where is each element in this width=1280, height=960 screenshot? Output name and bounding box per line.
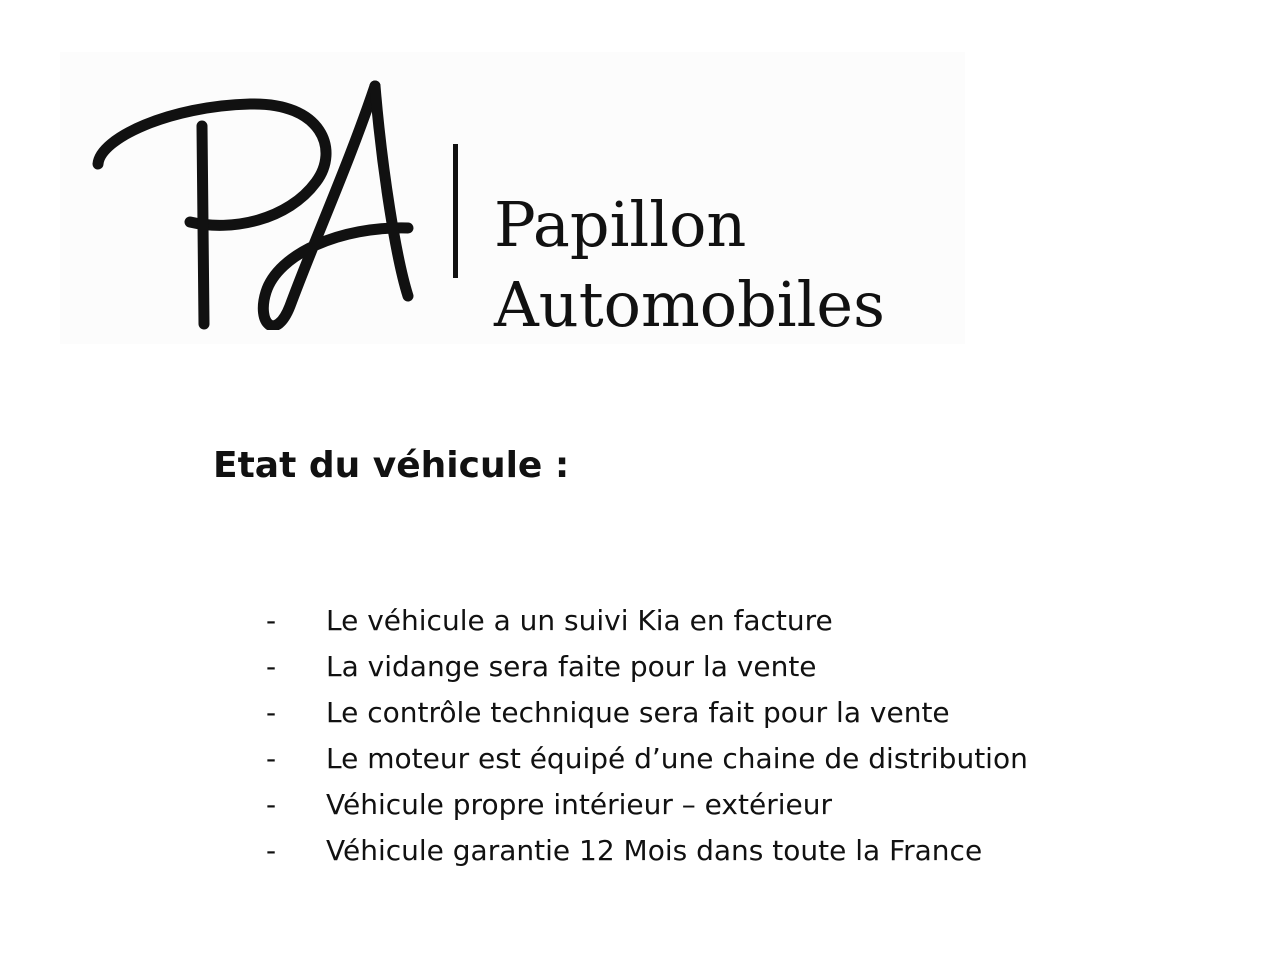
section-title: Etat du véhicule : xyxy=(213,445,570,486)
list-item xyxy=(266,786,1028,832)
list-dash-marker: - xyxy=(266,650,277,683)
list-dash-marker: - xyxy=(266,742,277,775)
list-dash-marker: - xyxy=(266,604,277,637)
list-item-text: Véhicule garantie 12 Mois dans toute la France xyxy=(326,834,983,867)
list-dash-marker: - xyxy=(266,834,277,867)
brand-name-line-1: Papillon xyxy=(494,188,747,261)
pa-monogram-logo xyxy=(90,80,420,330)
list-item-text: Le contrôle technique sera fait pour la vente xyxy=(326,696,950,729)
brand-name-line-2: Automobiles xyxy=(494,268,885,341)
list-item xyxy=(266,740,1028,786)
list-dash-marker: - xyxy=(266,788,277,821)
list-dash-marker: - xyxy=(266,696,277,729)
list-item xyxy=(266,832,1028,878)
brand-logo xyxy=(60,52,965,344)
list-item-text: Véhicule propre intérieur – extérieur xyxy=(326,788,832,821)
list-item-text: Le moteur est équipé d’une chaine de distribution xyxy=(326,742,1028,775)
list-item xyxy=(266,648,1028,694)
list-item-text: Le véhicule a un suivi Kia en facture xyxy=(326,604,833,637)
vehicle-features-list xyxy=(266,602,1028,878)
list-item xyxy=(266,694,1028,740)
list-item-text: La vidange sera faite pour la vente xyxy=(326,650,817,683)
list-item xyxy=(266,602,1028,648)
logo-divider xyxy=(453,144,458,278)
